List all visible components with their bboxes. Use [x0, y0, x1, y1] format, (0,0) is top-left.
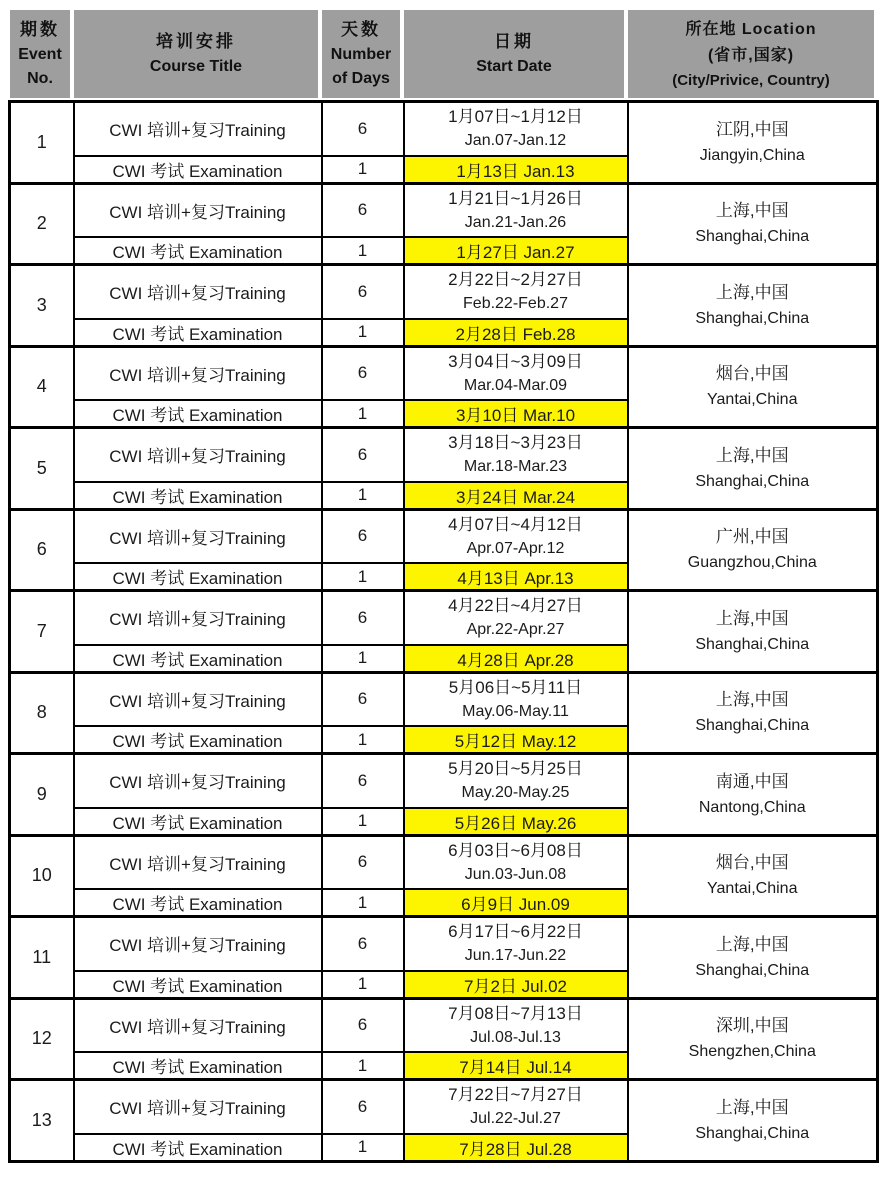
course-title-exam: CWI 考试 Examination — [74, 889, 322, 917]
training-date-cn: 6月17日~6月22日 — [448, 922, 583, 942]
table-row-training — [10, 835, 878, 889]
course-title-exam: CWI 考试 Examination — [74, 482, 322, 510]
course-title-training: CWI 培训+复习Training — [74, 672, 322, 726]
training-date-cn: 7月08日~7月13日 — [448, 1003, 583, 1023]
days-exam: 1 — [322, 400, 404, 428]
header-location-l3: (City/Privice, Country) — [672, 71, 830, 89]
location-cell — [628, 509, 878, 591]
training-date-en: May.06-May.11 — [462, 702, 569, 720]
days-training: 6 — [322, 835, 404, 889]
days-exam: 1 — [322, 156, 404, 184]
location-cn: 江阴,中国 — [715, 119, 789, 139]
location-cn: 广州,中国 — [715, 527, 789, 547]
table-row-training — [10, 346, 878, 400]
days-exam: 1 — [322, 1052, 404, 1080]
table-row-training — [10, 998, 878, 1052]
exam-date-highlighted: 3月24日 Mar.24 — [404, 482, 628, 510]
training-date — [404, 835, 628, 889]
header-event-no — [8, 10, 72, 98]
exam-date-highlighted: 7月14日 Jul.14 — [404, 1052, 628, 1080]
exam-date-highlighted: 4月13日 Apr.13 — [404, 563, 628, 591]
event-number: 1 — [10, 102, 74, 184]
days-exam: 1 — [322, 645, 404, 673]
training-date-en: May.20-May.25 — [461, 784, 570, 802]
days-exam: 1 — [322, 1134, 404, 1162]
location-cell — [628, 835, 878, 917]
location-cn: 南通,中国 — [715, 771, 789, 791]
training-date-cn: 4月22日~4月27日 — [448, 596, 583, 616]
training-date — [404, 428, 628, 482]
location-cn: 上海,中国 — [715, 690, 789, 710]
header-start-date — [402, 10, 626, 98]
training-date — [404, 265, 628, 319]
location-en: Yantai,China — [707, 880, 798, 898]
training-date — [404, 183, 628, 237]
days-training: 6 — [322, 1080, 404, 1134]
header-event-no-en2: No. — [27, 70, 53, 87]
table-header — [8, 10, 876, 98]
exam-date-highlighted: 7月2日 Jul.02 — [404, 971, 628, 999]
days-training: 6 — [322, 509, 404, 563]
table-row-training — [10, 102, 878, 156]
days-training: 6 — [322, 183, 404, 237]
exam-date-highlighted: 3月10日 Mar.10 — [404, 400, 628, 428]
header-days-en1: Number — [330, 46, 392, 63]
course-title-training: CWI 培训+复习Training — [74, 509, 322, 563]
course-title-exam: CWI 考试 Examination — [74, 563, 322, 591]
days-exam: 1 — [322, 482, 404, 510]
course-title-training: CWI 培训+复习Training — [74, 998, 322, 1052]
location-cn: 上海,中国 — [715, 934, 789, 954]
location-en: Nantong,China — [698, 798, 806, 816]
course-title-exam: CWI 考试 Examination — [74, 156, 322, 184]
training-date — [404, 591, 628, 645]
days-training: 6 — [322, 672, 404, 726]
days-training: 6 — [322, 428, 404, 482]
exam-date-highlighted: 1月13日 Jan.13 — [404, 156, 628, 184]
header-event-no-en1: Event — [18, 46, 62, 63]
event-number: 2 — [10, 183, 74, 265]
days-training: 6 — [322, 346, 404, 400]
table-row-training — [10, 1080, 878, 1134]
days-exam: 1 — [322, 563, 404, 591]
event-number: 8 — [10, 672, 74, 754]
location-cell — [628, 998, 878, 1080]
course-title-exam: CWI 考试 Examination — [74, 971, 322, 999]
location-cell — [628, 672, 878, 754]
location-en: Shanghai,China — [695, 961, 810, 979]
header-course-title — [72, 10, 320, 98]
training-date-cn: 3月18日~3月23日 — [448, 433, 583, 453]
location-en: Jiangyin,China — [699, 146, 805, 164]
location-cell — [628, 1080, 878, 1162]
training-date-en: Jan.21-Jan.26 — [464, 213, 567, 231]
course-title-exam: CWI 考试 Examination — [74, 400, 322, 428]
training-date-cn: 4月07日~4月12日 — [448, 514, 583, 534]
location-cn: 烟台,中国 — [715, 364, 789, 384]
table-row-training — [10, 754, 878, 808]
training-date-en: Jul.22-Jul.27 — [470, 1110, 561, 1128]
exam-date-highlighted: 5月26日 May.26 — [404, 808, 628, 836]
days-exam: 1 — [322, 808, 404, 836]
exam-date-highlighted: 4月28日 Apr.28 — [404, 645, 628, 673]
location-cell — [628, 428, 878, 510]
course-title-training: CWI 培训+复习Training — [74, 265, 322, 319]
days-training: 6 — [322, 591, 404, 645]
course-title-exam: CWI 考试 Examination — [74, 1052, 322, 1080]
table-row-training — [10, 917, 878, 971]
course-title-training: CWI 培训+复习Training — [74, 428, 322, 482]
training-date-en: Mar.04-Mar.09 — [463, 376, 568, 394]
training-date — [404, 672, 628, 726]
training-date — [404, 102, 628, 156]
table-row-training — [10, 183, 878, 237]
training-date — [404, 917, 628, 971]
course-title-exam: CWI 考试 Examination — [74, 645, 322, 673]
location-en: Yantai,China — [707, 391, 798, 409]
location-en: Shengzhen,China — [688, 1043, 816, 1061]
course-title-training: CWI 培训+复习Training — [74, 346, 322, 400]
days-training: 6 — [322, 102, 404, 156]
header-number-of-days — [320, 10, 402, 98]
event-number: 5 — [10, 428, 74, 510]
days-training: 6 — [322, 917, 404, 971]
training-date-en: Jun.03-Jun.08 — [464, 865, 567, 883]
course-title-training: CWI 培训+复习Training — [74, 102, 322, 156]
location-en: Shanghai,China — [695, 1124, 810, 1142]
location-cn: 上海,中国 — [715, 282, 789, 302]
table-row-training — [10, 509, 878, 563]
exam-date-highlighted: 7月28日 Jul.28 — [404, 1134, 628, 1162]
training-date-cn: 1月07日~1月12日 — [448, 107, 583, 127]
location-cn: 上海,中国 — [715, 201, 789, 221]
location-cell — [628, 102, 878, 184]
header-date-en: Start Date — [476, 58, 552, 75]
course-title-exam: CWI 考试 Examination — [74, 319, 322, 347]
location-cn: 上海,中国 — [715, 608, 789, 628]
course-title-training: CWI 培训+复习Training — [74, 183, 322, 237]
location-cell — [628, 183, 878, 265]
training-date-en: Jan.07-Jan.12 — [464, 132, 567, 150]
header-location — [626, 10, 876, 98]
training-date-en: Feb.22-Feb.27 — [463, 295, 568, 313]
location-cell — [628, 591, 878, 673]
header-days-cn: 天数 — [341, 20, 381, 39]
course-title-exam: CWI 考试 Examination — [74, 237, 322, 265]
exam-date-highlighted: 6月9日 Jun.09 — [404, 889, 628, 917]
location-cell — [628, 754, 878, 836]
exam-date-highlighted: 1月27日 Jan.27 — [404, 237, 628, 265]
location-cn: 深圳,中国 — [715, 1016, 789, 1036]
days-training: 6 — [322, 754, 404, 808]
location-cell — [628, 265, 878, 347]
training-date-cn: 1月21日~1月26日 — [448, 188, 583, 208]
training-date-en: Jul.08-Jul.13 — [470, 1028, 561, 1046]
header-event-no-cn: 期数 — [20, 20, 60, 39]
training-date-cn: 5月06日~5月11日 — [448, 677, 583, 697]
event-number: 11 — [10, 917, 74, 999]
table-row-training — [10, 591, 878, 645]
schedule-table — [8, 100, 879, 1163]
training-date-en: Apr.22-Apr.27 — [466, 621, 565, 639]
event-number: 3 — [10, 265, 74, 347]
location-en: Shanghai,China — [695, 635, 810, 653]
location-cell — [628, 346, 878, 428]
training-date-en: Jun.17-Jun.22 — [464, 947, 567, 965]
exam-date-highlighted: 5月12日 May.12 — [404, 726, 628, 754]
days-exam: 1 — [322, 889, 404, 917]
location-cn: 上海,中国 — [715, 1097, 789, 1117]
header-course-title-cn: 培训安排 — [156, 32, 236, 51]
table-row-training — [10, 265, 878, 319]
location-en: Shanghai,China — [695, 228, 810, 246]
days-training: 6 — [322, 998, 404, 1052]
course-title-exam: CWI 考试 Examination — [74, 726, 322, 754]
training-date — [404, 346, 628, 400]
event-number: 4 — [10, 346, 74, 428]
exam-date-highlighted: 2月28日 Feb.28 — [404, 319, 628, 347]
training-date — [404, 754, 628, 808]
event-number: 12 — [10, 998, 74, 1080]
days-exam: 1 — [322, 726, 404, 754]
event-number: 6 — [10, 509, 74, 591]
location-cn: 上海,中国 — [715, 445, 789, 465]
header-days-en2: of Days — [332, 70, 390, 87]
days-exam: 1 — [322, 971, 404, 999]
training-date-en: Mar.18-Mar.23 — [463, 458, 568, 476]
event-number: 10 — [10, 835, 74, 917]
training-date — [404, 1080, 628, 1134]
header-course-title-en: Course Title — [149, 58, 243, 75]
course-title-training: CWI 培训+复习Training — [74, 917, 322, 971]
location-cn: 烟台,中国 — [715, 853, 789, 873]
course-title-training: CWI 培训+复习Training — [74, 1080, 322, 1134]
course-title-training: CWI 培训+复习Training — [74, 591, 322, 645]
days-exam: 1 — [322, 237, 404, 265]
schedule-body — [10, 102, 878, 1162]
location-cell — [628, 917, 878, 999]
training-date-cn: 2月22日~2月27日 — [448, 270, 583, 290]
days-exam: 1 — [322, 319, 404, 347]
course-title-training: CWI 培训+复习Training — [74, 835, 322, 889]
training-date — [404, 509, 628, 563]
training-date-cn: 7月22日~7月27日 — [448, 1085, 583, 1105]
training-date-cn: 5月20日~5月25日 — [448, 759, 583, 779]
header-location-l1: 所在地 Location — [685, 20, 817, 38]
course-title-exam: CWI 考试 Examination — [74, 808, 322, 836]
location-en: Shanghai,China — [695, 717, 810, 735]
header-location-l2: (省市,国家) — [707, 46, 795, 64]
location-en: Shanghai,China — [695, 309, 810, 327]
event-number: 7 — [10, 591, 74, 673]
training-date-en: Apr.07-Apr.12 — [466, 539, 565, 557]
event-number: 9 — [10, 754, 74, 836]
course-title-training: CWI 培训+复习Training — [74, 754, 322, 808]
table-row-training — [10, 428, 878, 482]
location-en: Shanghai,China — [695, 472, 810, 490]
days-training: 6 — [322, 265, 404, 319]
training-date — [404, 998, 628, 1052]
training-date-cn: 6月03日~6月08日 — [448, 840, 583, 860]
event-number: 13 — [10, 1080, 74, 1162]
location-en: Guangzhou,China — [687, 554, 817, 572]
table-row-training — [10, 672, 878, 726]
course-title-exam: CWI 考试 Examination — [74, 1134, 322, 1162]
header-date-cn: 日期 — [494, 32, 534, 51]
training-date-cn: 3月04日~3月09日 — [448, 351, 583, 371]
